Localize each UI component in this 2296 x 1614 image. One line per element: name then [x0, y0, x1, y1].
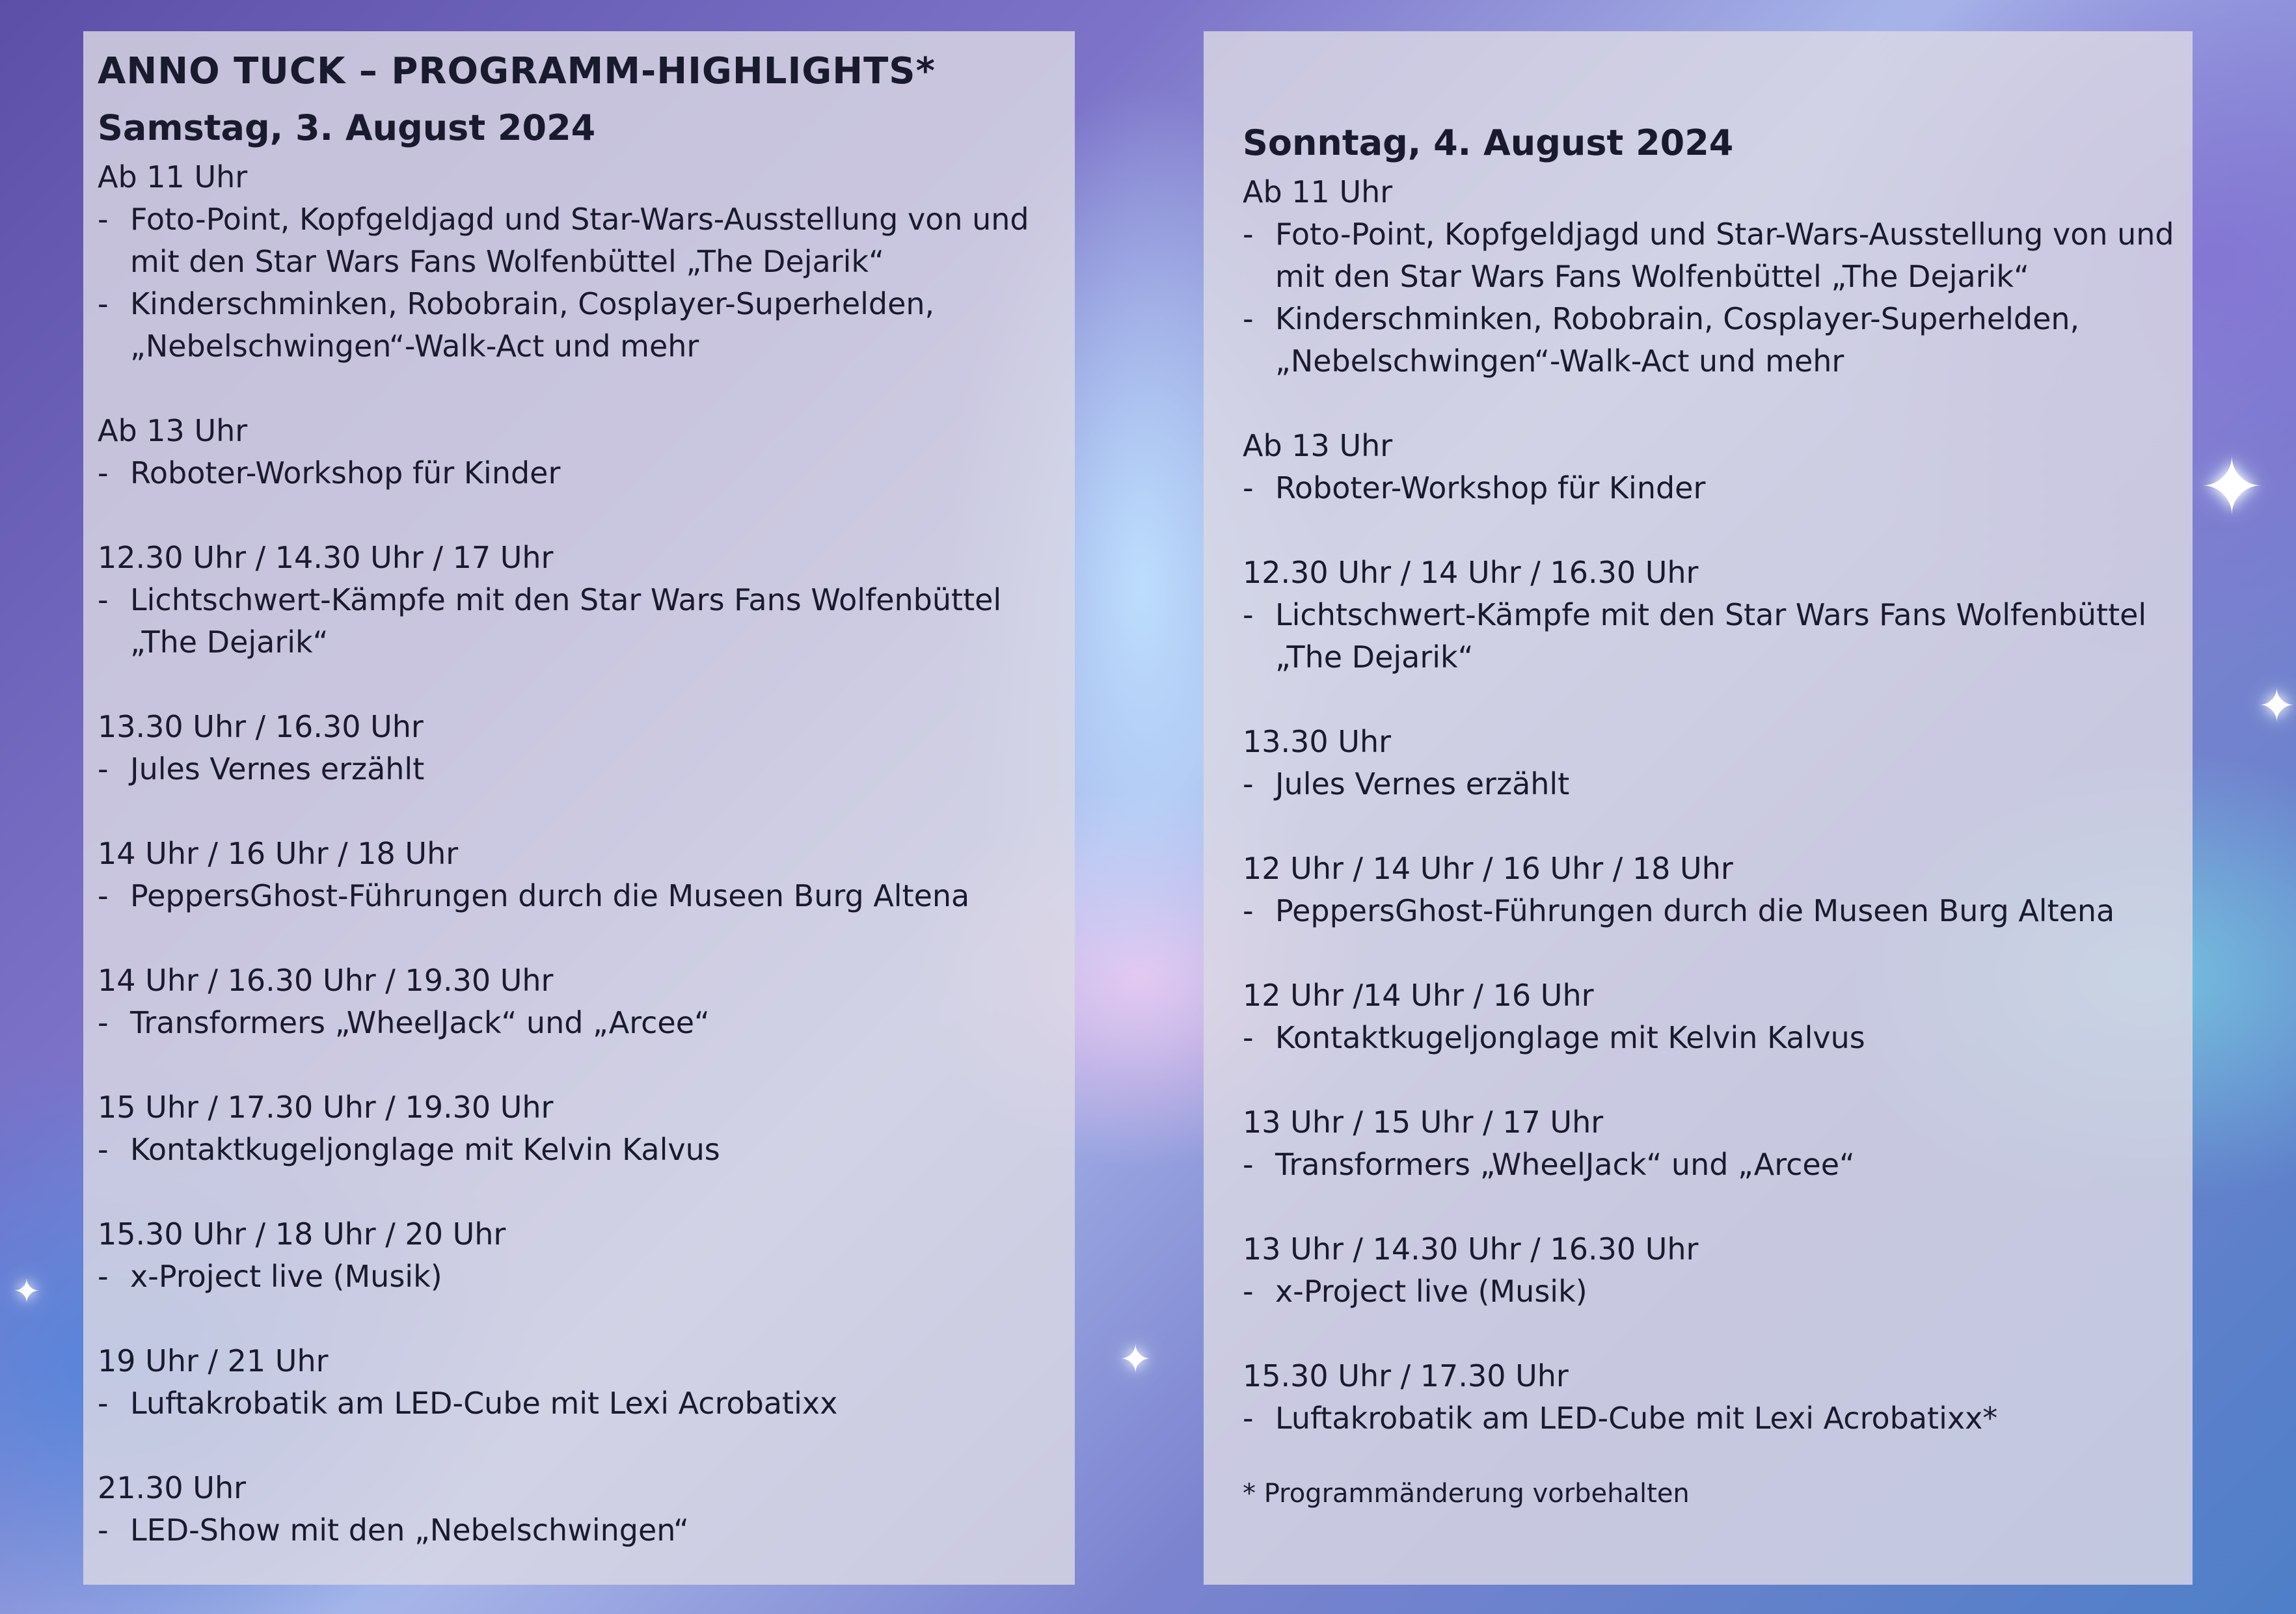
schedule-slot: [1243, 975, 2193, 1059]
slot-time: 19 Uhr / 21 Uhr: [98, 1343, 329, 1379]
schedule-slot: [98, 1086, 1075, 1171]
schedule-slot: [98, 1467, 1075, 1552]
schedule-slot: [1243, 721, 2193, 805]
slot-item: [98, 1256, 1075, 1298]
slot-item-text: Jules Vernes erzählt: [130, 751, 425, 787]
bullet-dash: -: [1243, 1146, 1254, 1182]
slot-item: [1243, 1397, 2193, 1440]
slot-time: 15.30 Uhr / 18 Uhr / 20 Uhr: [98, 1216, 506, 1252]
bullet-dash: -: [1243, 766, 1254, 801]
slot-item-text: PeppersGhost-Führungen durch die Museen Burg Altena: [1275, 893, 2115, 928]
slot-item: [1243, 1017, 2193, 1059]
bullet-dash: -: [98, 751, 109, 787]
slot-item: [98, 875, 1075, 917]
slot-time: Ab 13 Uhr: [98, 412, 248, 448]
slot-item: [98, 1382, 1075, 1425]
slot-item: [98, 748, 1075, 790]
schedule-slot: [98, 410, 1075, 494]
slot-time: Ab 11 Uhr: [98, 159, 248, 195]
sparkle-star-icon: ✦: [13, 1272, 40, 1310]
slot-time: Ab 11 Uhr: [1243, 174, 1393, 209]
slot-time: 12.30 Uhr / 14 Uhr / 16.30 Uhr: [1243, 554, 1699, 590]
schedule-slot: [98, 706, 1075, 790]
slot-item-text: Jules Vernes erzählt: [1275, 766, 1570, 801]
slot-item: [1243, 467, 2193, 509]
slot-item-text: Luftakrobatik am LED-Cube mit Lexi Acrobatixx*: [1275, 1400, 1998, 1436]
slot-item-text: x-Project live (Musik): [1275, 1273, 1587, 1309]
schedule-slot: [1243, 552, 2193, 679]
schedule-slot: [98, 156, 1075, 368]
slot-item-text: Lichtschwert-Kämpfe mit den Star Wars Fans Wolfenbüttel „The Dejarik“: [1275, 597, 2147, 675]
bullet-dash: -: [98, 286, 109, 321]
bullet-dash: -: [1243, 893, 1254, 928]
slot-item: [1243, 594, 2193, 679]
slot-item: [1243, 1271, 2193, 1313]
slot-item: [1243, 213, 2193, 298]
slot-time: 15 Uhr / 17.30 Uhr / 19.30 Uhr: [98, 1089, 554, 1125]
bullet-dash: -: [1243, 470, 1254, 505]
slot-item-text: Transformers „WheelJack“ und „Arcee“: [130, 1004, 710, 1040]
bullet-dash: -: [98, 878, 109, 913]
slot-item-text: Kinderschminken, Robobrain, Cosplayer-Superhelden, „Nebelschwingen“-Walk-Act und mehr: [130, 286, 935, 364]
schedule-slot: [1243, 848, 2193, 932]
bullet-dash: -: [98, 1131, 109, 1167]
saturday-panel: [83, 31, 1075, 1585]
bullet-dash: -: [1243, 216, 1254, 252]
slot-item-text: PeppersGhost-Führungen durch die Museen Burg Altena: [130, 878, 970, 913]
slot-item-text: Kontaktkugeljonglage mit Kelvin Kalvus: [130, 1131, 720, 1167]
slot-item-text: Luftakrobatik am LED-Cube mit Lexi Acrobatixx: [130, 1385, 838, 1421]
footnote: * Programmänderung vorbehalten: [1243, 1478, 1690, 1509]
bullet-dash: -: [1243, 301, 1254, 336]
slot-item: [1243, 890, 2193, 932]
slot-item-text: Lichtschwert-Kämpfe mit den Star Wars Fans Wolfenbüttel „The Dejarik“: [130, 582, 1002, 660]
slot-time: 13 Uhr / 14.30 Uhr / 16.30 Uhr: [1243, 1231, 1699, 1267]
slot-time: 12 Uhr /14 Uhr / 16 Uhr: [1243, 977, 1594, 1013]
slot-time: Ab 13 Uhr: [1243, 427, 1393, 463]
schedule-slot: [1243, 1101, 2193, 1186]
slot-item-text: LED-Show mit den „Nebelschwingen“: [130, 1512, 689, 1548]
schedule-slot: [98, 1340, 1075, 1425]
bullet-dash: -: [98, 1258, 109, 1294]
slot-item-text: Kontaktkugeljonglage mit Kelvin Kalvus: [1275, 1019, 1865, 1055]
sunday-heading: Sonntag, 4. August 2024: [1243, 122, 1734, 163]
schedule-slot: [98, 1213, 1075, 1298]
sparkle-star-icon: ✦: [2258, 679, 2296, 733]
slot-item: [98, 283, 1075, 368]
slot-time: 13 Uhr / 15 Uhr / 17 Uhr: [1243, 1104, 1604, 1140]
schedule-slot: [98, 960, 1075, 1044]
slot-item-text: Foto-Point, Kopfgeldjagd und Star-Wars-Ausstellung von und mit den Star Wars Fans Wolfenbüttel „The Dejarik“: [130, 201, 1029, 279]
bullet-dash: -: [1243, 597, 1254, 632]
bullet-dash: -: [1243, 1019, 1254, 1055]
slot-item: [98, 1129, 1075, 1171]
sunday-panel: [1204, 31, 2193, 1585]
slot-item-text: Roboter-Workshop für Kinder: [1275, 470, 1706, 505]
slot-item-text: x-Project live (Musik): [130, 1258, 442, 1294]
slot-item: [98, 452, 1075, 494]
schedule-slot: [98, 833, 1075, 917]
slot-item: [1243, 1144, 2193, 1186]
slot-item-text: Roboter-Workshop für Kinder: [130, 455, 561, 491]
schedule-slot: [1243, 425, 2193, 509]
slot-item: [98, 1002, 1075, 1044]
bullet-dash: -: [1243, 1273, 1254, 1309]
slot-time: 13.30 Uhr / 16.30 Uhr: [98, 708, 424, 744]
bullet-dash: -: [98, 455, 109, 491]
slot-time: 14 Uhr / 16 Uhr / 18 Uhr: [98, 835, 459, 871]
slot-item-text: Kinderschminken, Robobrain, Cosplayer-Superhelden, „Nebelschwingen“-Walk-Act und mehr: [1275, 301, 2080, 379]
sparkle-star-icon: ✦: [1119, 1337, 1152, 1382]
slot-time: 12.30 Uhr / 14.30 Uhr / 17 Uhr: [98, 539, 554, 575]
slot-item-text: Foto-Point, Kopfgeldjagd und Star-Wars-Ausstellung von und mit den Star Wars Fans Wolfenbüttel „The Dejarik“: [1275, 216, 2174, 294]
slot-item-text: Transformers „WheelJack“ und „Arcee“: [1275, 1146, 1855, 1182]
bullet-dash: -: [98, 582, 109, 617]
slot-time: 14 Uhr / 16.30 Uhr / 19.30 Uhr: [98, 962, 554, 998]
slot-item: [98, 198, 1075, 283]
slot-item: [98, 1509, 1075, 1552]
bullet-dash: -: [98, 1385, 109, 1421]
bullet-dash: -: [98, 201, 109, 237]
page-title: ANNO TUCK – PROGRAMM-HIGHLIGHTS*: [98, 50, 936, 92]
bullet-dash: -: [1243, 1400, 1254, 1436]
saturday-heading: Samstag, 3. August 2024: [98, 107, 596, 149]
slot-time: 15.30 Uhr / 17.30 Uhr: [1243, 1358, 1569, 1393]
schedule-slot: [1243, 1355, 2193, 1440]
slot-time: 13.30 Uhr: [1243, 723, 1392, 759]
slot-item: [98, 579, 1075, 664]
bullet-dash: -: [98, 1512, 109, 1548]
sparkle-star-icon: ✦: [2199, 442, 2265, 533]
schedule-slot: [1243, 1228, 2193, 1313]
sunday-schedule: [1243, 171, 2193, 1440]
bullet-dash: -: [98, 1004, 109, 1040]
slot-item: [1243, 763, 2193, 805]
schedule-slot: [98, 537, 1075, 664]
saturday-schedule: [98, 156, 1075, 1552]
schedule-slot: [1243, 171, 2193, 383]
slot-item: [1243, 298, 2193, 383]
slot-time: 12 Uhr / 14 Uhr / 16 Uhr / 18 Uhr: [1243, 850, 1733, 886]
slot-time: 21.30 Uhr: [98, 1470, 247, 1505]
